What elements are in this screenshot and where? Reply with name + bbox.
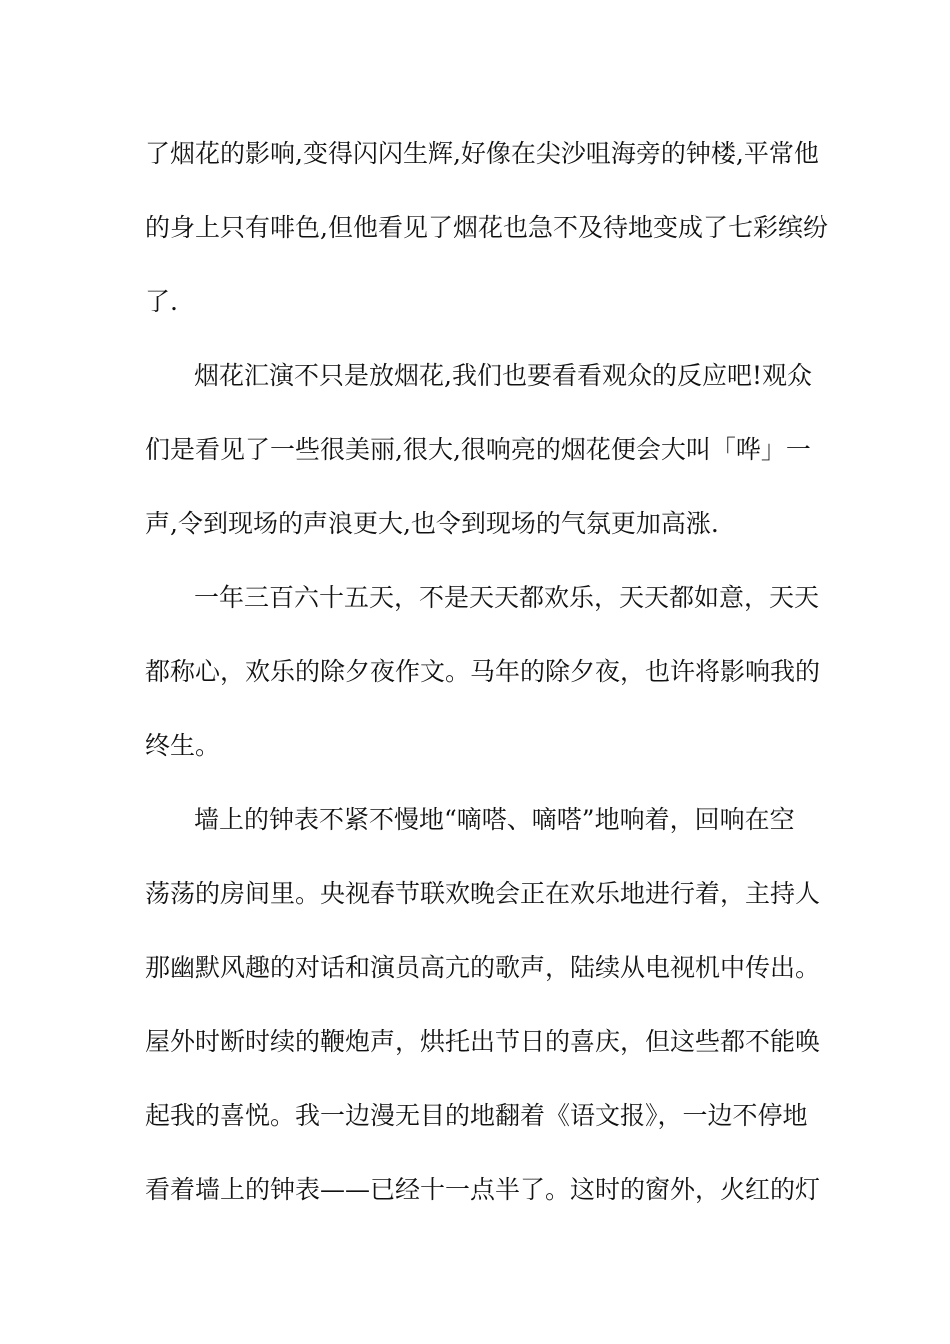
text-line: 都称心，欢乐的除夕夜作文。马年的除夕夜，也许将影响我的	[145, 657, 821, 686]
text-line: 荡荡的房间里。央视春节联欢晚会正在欢乐地进行着，主持人	[145, 879, 821, 908]
paragraph-first-line: 一年三百六十五天，不是天天都欢乐，天天都如意，天天	[194, 583, 820, 612]
text-line: 终生。	[145, 731, 221, 760]
paragraph-first-line: 墙上的钟表不紧不慢地“嘀嗒、嘀嗒”地响着，回响在空	[194, 805, 795, 834]
text-line: 了烟花的影响,变得闪闪生辉,好像在尖沙咀海旁的钟楼,平常他	[145, 139, 819, 168]
paragraph-first-line: 烟花汇演不只是放烟花,我们也要看看观众的反应吧!观众	[194, 361, 812, 390]
text-line: 了.	[145, 287, 178, 316]
text-line: 们是看见了一些很美丽,很大,很响亮的烟花便会大叫「哗」一	[145, 435, 811, 464]
text-line: 的身上只有啡色,但他看见了烟花也急不及待地变成了七彩缤纷	[145, 213, 828, 242]
text-line: 声,令到现场的声浪更大,也令到现场的气氛更加高涨.	[145, 509, 719, 538]
text-line: 那幽默风趣的对话和演员高亢的歌声，陆续从电视机中传出。	[145, 953, 821, 982]
text-line: 看着墙上的钟表——已经十一点半了。这时的窗外，火红的灯	[145, 1175, 821, 1204]
text-line: 屋外时断时续的鞭炮声，烘托出节日的喜庆，但这些都不能唤	[145, 1027, 821, 1056]
text-line: 起我的喜悦。我一边漫无目的地翻着《语文报》，一边不停地	[145, 1101, 808, 1130]
